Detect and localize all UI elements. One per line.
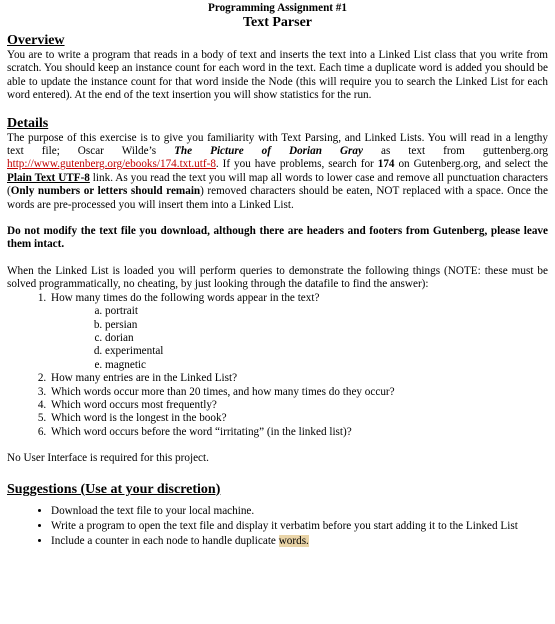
document-title: Text Parser: [242, 15, 313, 30]
list-item: d. experimental: [105, 345, 548, 358]
list-item: • Download the text file to your local machine.: [51, 505, 548, 518]
word-list: [51, 305, 548, 372]
only-remain-note: Only numbers or letters should remain: [10, 185, 201, 198]
list-item: 6. Which word occurs before the word “irritating” (in the linked list)?: [49, 426, 548, 439]
list-item: • Write a program to open the text file and display it verbatim before you start adding it to the Linked List: [51, 520, 548, 533]
gutenberg-link[interactable]: http://www.gutenberg.org/ebooks/174.txt.utf-8: [7, 158, 216, 171]
no-ui-note: No User Interface is required for this project.: [7, 452, 209, 465]
list-item: 1. How many times do the following words appear in the text? a. portrait b. persian c. dorian d. experimental e. magnetic: [49, 292, 548, 372]
list-item: 5. Which word is the longest in the book?: [49, 412, 548, 425]
overview-heading: Overview: [7, 33, 65, 48]
list-item: 4. Which word occurs most frequently?: [49, 399, 548, 412]
suggestions-heading: Suggestions (Use at your discretion): [7, 481, 221, 497]
details-heading: Details: [7, 115, 49, 131]
list-item: c. dorian: [105, 332, 548, 345]
list-item: a. portrait: [105, 305, 548, 318]
details-paragraph: The purpose of this exercise is to give you familiarity with Text Parsing, and Linked Lists. You will read in a lengthy text file; Oscar Wilde’s The Picture of Dorian Gray as text from guttenberg.org http://www.gutenberg.org/ebooks/174.txt.utf-8. If you have problems, search for 174 on Gutenberg.org, and select the Plain Text UTF-8 link. As you read the text you will map all words to lower case and remove all punctuation characters (Only numbers or letters should remain) removed characters should be eaten, NOT replaced with a space. Once the words are pre-processed you will insert them into a Linked List.: [7, 131, 549, 211]
list-item: • Include a counter in each node to handle duplicate words.: [51, 535, 548, 548]
queries-intro: When the Linked List is loaded you will perform queries to demonstrate the following things (NOTE: these must be solved programmatically, no cheating, by just looking through the datafile to find the answer):: [7, 264, 548, 291]
suggestions-list: [7, 505, 548, 549]
queries-list: [7, 292, 548, 439]
list-item: 3. Which words occur more than 20 times, and how many times do they occur?: [49, 386, 548, 399]
plain-text-label: Plain Text UTF-8: [7, 171, 90, 184]
book-title: The Picture of Dorian Gray: [174, 145, 363, 158]
list-item: b. persian: [105, 319, 548, 332]
list-item: e. magnetic: [105, 359, 548, 372]
highlighted-text: words.: [278, 535, 309, 548]
overview-paragraph: You are to write a program that reads in a body of text and inserts the text into a Linked List class that you write from scratch. You should keep an instance count for each word in the text. Each time a duplicate word is added you should be able to update the instance count for that word inside the Node (this will require you to search the Linked List for each word entered). At the end of the text insertion you will show statistics for the run.: [7, 49, 548, 102]
warning-paragraph: Do not modify the text file you download, although there are headers and footers from Gutenberg, please leave them intact.: [7, 225, 548, 251]
list-item: 2. How many entries are in the Linked List?: [49, 372, 548, 385]
book-number: 174: [377, 158, 395, 171]
assignment-label: Programming Assignment #1: [207, 2, 347, 14]
